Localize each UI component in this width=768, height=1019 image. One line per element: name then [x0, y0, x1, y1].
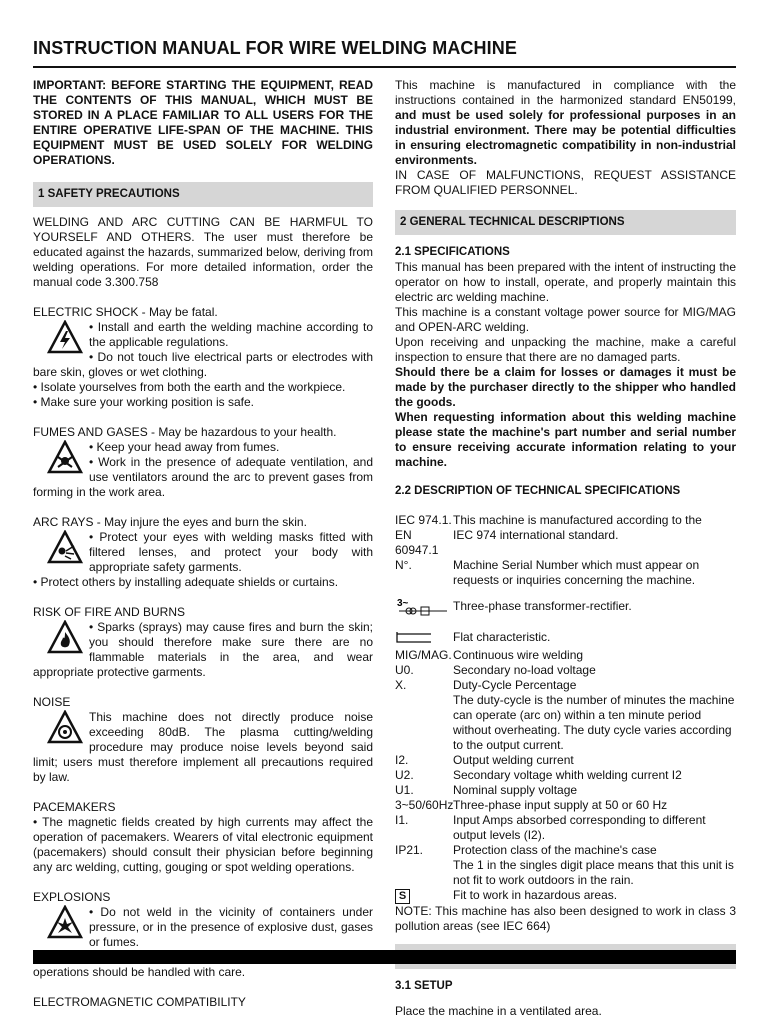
footer-bar: [33, 950, 736, 964]
right-column: [395, 78, 736, 1019]
spec-paragraph: This machine is a constant voltage power source for MIG/MAG and OPEN-ARC welding.: [395, 305, 736, 334]
section-general-technical: 2 GENERAL TECHNICAL DESCRIPTIONS: [395, 210, 736, 235]
emc-title: ELECTROMAGNETIC COMPATIBILITY: [33, 995, 246, 1009]
shock-title: ELECTRIC SHOCK - May be fatal.: [33, 305, 218, 319]
shock-item: • Make sure your working position is safe.: [33, 395, 254, 409]
fire-icon: [47, 620, 83, 656]
spec-row: I1. Input Amps absorbed corresponding to different output levels (I2).: [395, 813, 706, 842]
section-safety-precautions: 1 SAFETY PRECAUTIONS: [33, 182, 373, 207]
note-text: NOTE: This machine has also been designed to work in class 3 pollution areas (see IEC 664): [395, 904, 736, 933]
fire-item: • Sparks (sprays) may cause fires and burn the skin; you should therefore make sure there are no flammable materials in the area, and wear appropriate protective garments.: [33, 620, 373, 679]
fire-title: RISK OF FIRE AND BURNS: [33, 605, 186, 619]
spec-paragraph: This manual has been prepared with the intent of instructing the operator on how to install, operate, and properly maintain this electric arc welding machine.: [395, 260, 736, 304]
spec-row: EN 60947.1 IEC 974 international standard.: [395, 528, 619, 557]
hazardous-area-s-icon: S: [395, 889, 410, 904]
title-rule: [33, 66, 736, 68]
explosions-title: EXPLOSIONS: [33, 890, 111, 904]
noise-title: NOISE: [33, 695, 71, 709]
pacemakers-title: PACEMAKERS: [33, 800, 116, 814]
flat-characteristic-symbol: [395, 630, 453, 648]
spec-info-note: When requesting information about this welding machine please state the machine's part number and serial number to ensure receiving accurate information relating to your machine.: [395, 410, 736, 469]
explosions-block: [33, 905, 373, 950]
safety-intro: WELDING AND ARC CUTTING CAN BE HARMFUL TO YOURSELF AND OTHERS. The user must therefore be educated against the hazards, summarized below, deriving from welding operations. For more detailed information, order the manual code 3.300.758: [33, 215, 373, 289]
arc-title: ARC RAYS - May injure the eyes and burn the skin.: [33, 515, 307, 529]
important-notice: IMPORTANT: BEFORE STARTING THE EQUIPMENT, READ THE CONTENTS OF THIS MANUAL, WHICH MUST BE STORED IN A PLACE FAMILIAR TO ALL USERS FOR THE ENTIRE OPERATIVE LIFE-SPAN OF THE MACHINE. THIS EQUIPMENT MUST BE USED SOLELY FOR WELDING OPERATIONS.: [33, 78, 373, 167]
spec-row: IEC 974.1. This machine is manufactured according to the: [395, 513, 702, 527]
compliance-text-a: This machine is manufactured in compliance with the instructions contained in the harmonized standard EN50199,: [395, 78, 736, 107]
shock-item: • Install and earth the welding machine according to the applicable regulations.: [89, 320, 373, 349]
spec-row: MIG/MAG. Continuous wire welding: [395, 648, 584, 662]
spec-row: 3~50/60Hz Three-phase input supply at 50 or 60 Hz: [395, 798, 668, 812]
svg-text:3~: 3~: [397, 598, 409, 609]
spec-paragraph: Upon receiving and unpacking the machine, make a careful inspection to ensure that there are no damaged parts.: [395, 335, 736, 364]
spec-row-flat: Flat characteristic.: [395, 630, 736, 648]
spec-row: U2. Secondary voltage whith welding current I2: [395, 768, 682, 782]
arc-block: [33, 530, 373, 575]
spec-row: The 1 in the singles digit place means that this unit is not fit to work outdoors in the rain.: [453, 858, 734, 887]
shock-item: • Isolate yourselves from both the earth and the workpiece.: [33, 380, 346, 394]
malfunction-text: IN CASE OF MALFUNCTIONS, REQUEST ASSISTANCE FROM QUALIFIED PERSONNEL.: [395, 168, 736, 197]
hearing-protection-icon: [47, 710, 83, 746]
pacemakers-item: • The magnetic fields created by high currents may affect the operation of pacemakers. Wearers of vital electronic equipment (pacemakers) should consult their physician before beginning any arc welding, cutting, gouging or spot welding operations.: [33, 815, 373, 874]
spec-row: U1. Nominal supply voltage: [395, 783, 578, 797]
explosion-icon: [47, 905, 83, 941]
fire-block: [33, 620, 373, 680]
noise-item: This machine does not directly produce noise exceeding 80dB. The plasma cutting/welding procedure may produce noise levels beyond said limit; users must therefore implement all precautions required by law.: [33, 710, 373, 784]
spec-row: N°. Machine Serial Number which must appear on requests or inquiries concerning the machine.: [395, 558, 700, 587]
fumes-item: • Work in the presence of adequate ventilation, and use ventilators around the arc to prevent gases from forming in the work area.: [33, 455, 373, 499]
three-phase-text: Three-phase transformer-rectifier.: [453, 599, 632, 613]
setup-text: Place the machine in a ventilated area.: [395, 1004, 602, 1018]
compliance-text: [395, 78, 736, 168]
spec-row: The duty-cycle is the number of minutes the machine can operate (arc on) within a ten minute period without overheating. The duty cycle varies according to the output current.: [453, 693, 735, 752]
page-title: INSTRUCTION MANUAL FOR WIRE WELDING MACHINE: [33, 38, 517, 58]
toxic-fumes-icon: [47, 440, 83, 476]
shock-block: [33, 320, 373, 380]
fumes-item: • Keep your head away from fumes.: [89, 440, 280, 454]
explosions-item: • Do not weld in the vicinity of containers under pressure, or in the presence of explosive dust, gases or fumes.: [89, 905, 373, 949]
spec-row-s-symbol: S Fit to work in hazardous areas.: [395, 888, 736, 904]
electric-shock-icon: [47, 320, 83, 356]
left-column: [33, 78, 373, 1010]
transformer-rectifier-symbol: [395, 596, 453, 620]
spec-claim-note: Should there be a claim for losses or damages it must be made by the purchaser directly to the shipper who handled the goods.: [395, 365, 736, 409]
shock-item: • Do not touch live electrical parts or electrodes with bare skin, gloves or wet clothing.: [33, 350, 373, 379]
explosions-item: operations should be handled with care.: [33, 965, 246, 979]
spec-row: I2. Output welding current: [395, 753, 574, 767]
arc-rays-icon: [47, 530, 83, 566]
arc-item: • Protect others by installing adequate shields or curtains.: [33, 575, 339, 589]
compliance-text-b: and must be used solely for professional purposes in an industrial environment. There may be potential difficulties in ensuring electromagnetic compatibility in non-industrial environments.: [395, 108, 736, 167]
spec-row: X. Duty-Cycle Percentage: [395, 678, 577, 692]
spec-row-three-phase: [395, 596, 736, 620]
noise-block: [33, 710, 373, 785]
fumes-title: FUMES AND GASES - May be hazardous to your health.: [33, 425, 337, 439]
spec-row: U0. Secondary no-load voltage: [395, 663, 596, 677]
arc-item: • Protect your eyes with welding masks fitted with filtered lenses, and protect your body with appropriate safety garments.: [89, 530, 373, 574]
spec-row: IP21. Protection class of the machine's case: [395, 843, 657, 857]
description-title: 2.2 DESCRIPTION OF TECHNICAL SPECIFICATIONS: [395, 485, 681, 497]
fumes-block: [33, 440, 373, 500]
setup-title: 3.1 SETUP: [395, 980, 453, 992]
specifications-title: 2.1 SPECIFICATIONS: [395, 246, 510, 258]
